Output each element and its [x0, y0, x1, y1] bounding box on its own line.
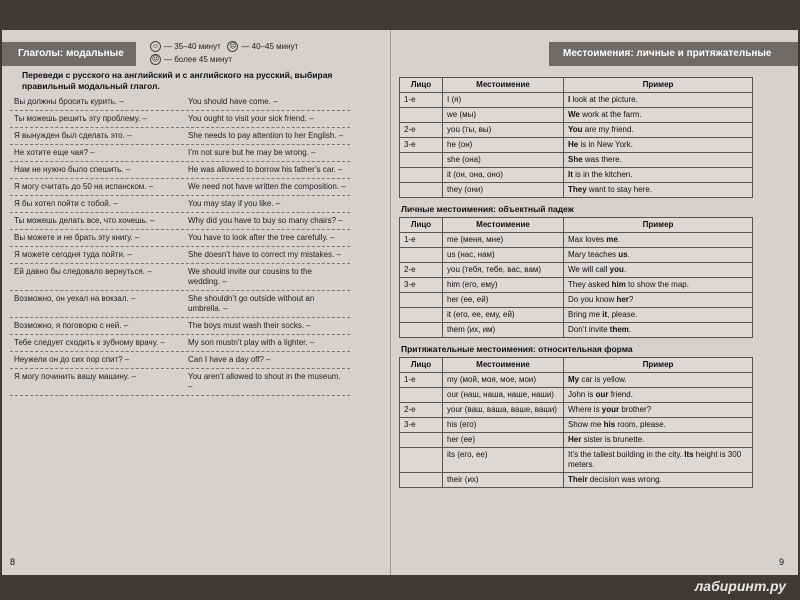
example-text: It’s the tallest building in the city. — [568, 450, 685, 459]
person-cell: 1-е — [400, 233, 443, 248]
example-pronoun: his — [603, 420, 616, 429]
exercise-english: The boys must wash their socks. – — [188, 321, 311, 330]
pronoun-cell: it (он, она, оно) — [443, 168, 564, 183]
left-page — [2, 30, 391, 575]
example-pronoun: our — [595, 390, 609, 399]
person-cell: 2-е — [400, 403, 443, 418]
table-row — [400, 248, 753, 263]
person-cell: 2-е — [400, 123, 443, 138]
page-number: 9 — [778, 557, 784, 567]
exercise-row — [10, 213, 350, 230]
table-row — [400, 233, 753, 248]
sad-face-icon: ☹ — [151, 56, 160, 64]
example-text: . — [627, 250, 630, 259]
book-spread — [2, 30, 798, 575]
exercise-english: You have to look after the tree carefully. – — [188, 233, 335, 242]
exercise-russian: Ты можешь решить эту проблему. – — [14, 114, 147, 123]
table-row — [400, 168, 753, 183]
example-text: are my friend. — [582, 125, 634, 134]
example-pronoun: It — [568, 170, 573, 179]
person-cell: 3-е — [400, 138, 443, 153]
example-pronoun: I — [568, 95, 571, 104]
table-header-row — [400, 218, 753, 233]
exercise-russian: Я можете сегодня туда пойти. – — [14, 250, 132, 259]
example-pronoun: We — [568, 110, 580, 119]
example-text: car is yellow. — [579, 375, 627, 384]
example-text: John is — [568, 390, 596, 399]
example-text: . — [623, 265, 627, 274]
example-cell — [564, 168, 753, 183]
table-row — [400, 93, 753, 108]
column-header: Лицо — [400, 78, 443, 93]
exercise-english: We need not have written the composition. – — [188, 182, 346, 191]
table-title: Личные местоимения: объектный падеж — [401, 204, 574, 214]
table-header-row — [400, 358, 753, 373]
column-header: Лицо — [400, 218, 443, 233]
example-text: is in New York. — [578, 140, 633, 149]
column-header: Лицо — [400, 358, 443, 373]
table-row — [400, 323, 753, 338]
exercise-english: My son mustn’t play with a lighter. – — [188, 338, 315, 347]
person-cell: 2-е — [400, 263, 443, 278]
table-row — [400, 293, 753, 308]
pronoun-cell: its (его, ее) — [443, 448, 564, 473]
exercise-russian: Ей давно бы следовало вернуться. – — [14, 267, 152, 276]
exercise-english: She needs to pay attention to her English. – — [188, 131, 344, 140]
table-row — [400, 473, 753, 488]
example-cell — [564, 138, 753, 153]
pronoun-cell: their (их) — [443, 473, 564, 488]
table-row — [400, 278, 753, 293]
example-pronoun: you — [609, 265, 624, 274]
example-text: . — [617, 235, 621, 244]
table-title: Притяжательные местоимения: относительная форма — [401, 344, 633, 354]
exercise-english: Can I have a day off? – — [188, 355, 271, 364]
pronoun-cell: she (она) — [443, 153, 564, 168]
page-number: 8 — [10, 557, 16, 567]
pronoun-cell: them (их, им) — [443, 323, 564, 338]
example-text: height is 300 meters. — [568, 450, 742, 469]
table-row — [400, 433, 753, 448]
legend-item — [150, 40, 298, 53]
exercise-english: You should have come. – — [188, 97, 278, 106]
exercise-row — [10, 335, 350, 352]
pronoun-table — [399, 357, 753, 488]
example-text: look at the picture. — [570, 95, 638, 104]
example-text: friend. — [608, 390, 633, 399]
example-cell — [564, 93, 753, 108]
exercise-row — [10, 318, 350, 335]
exercise-russian: Не хотите еще чая? – — [14, 148, 95, 157]
example-text: Max loves — [568, 235, 607, 244]
column-header: Местоимение — [443, 218, 564, 233]
table-row — [400, 263, 753, 278]
exercise-english: She shouldn’t go outside without an umbrella. – — [188, 294, 315, 313]
example-pronoun: Her — [568, 435, 582, 444]
example-cell — [564, 433, 753, 448]
exercise-russian: Ты можешь делать все, что хочешь. – — [14, 216, 155, 225]
example-text: ? — [628, 295, 634, 304]
example-pronoun: Its — [684, 450, 694, 459]
exercise-english: I’m not sure but he may be wrong. – — [188, 148, 316, 157]
exercise-instruction: Переведи с русского на английский и с английского на русский, выбирая правильный модальный глагол. — [22, 70, 333, 91]
exercise-russian: Я бы хотел пойти с тобой. – — [14, 199, 118, 208]
column-header: Пример — [564, 358, 753, 373]
person-cell — [400, 153, 443, 168]
pronoun-cell: you (тебя, тебе, вас, вам) — [443, 263, 564, 278]
example-text: brother? — [619, 405, 652, 414]
exercise-english: You may stay if you like. – — [188, 199, 281, 208]
example-cell — [564, 183, 753, 198]
person-cell: 3-е — [400, 278, 443, 293]
person-cell — [400, 248, 443, 263]
example-pronoun: her — [616, 295, 629, 304]
pronoun-cell: it (его, ее, ему, ей) — [443, 308, 564, 323]
example-text: Mary teaches — [568, 250, 619, 259]
example-pronoun: me — [606, 235, 618, 244]
pronoun-cell: her (ее, ей) — [443, 293, 564, 308]
pronoun-cell: him (его, ему) — [443, 278, 564, 293]
example-text: is in the kitchen. — [572, 170, 633, 179]
example-pronoun: She — [568, 155, 583, 164]
example-text: Bring me — [568, 310, 603, 319]
smile-icon: ☺ — [151, 43, 160, 51]
example-text: Where is — [568, 405, 602, 414]
watermark-logo: лабиринт.ру — [694, 578, 786, 594]
example-cell — [564, 278, 753, 293]
example-cell — [564, 263, 753, 278]
exercise-row — [10, 230, 350, 247]
example-pronoun: them — [609, 325, 629, 334]
example-text: sister is brunette. — [581, 435, 645, 444]
pronoun-table — [399, 77, 753, 198]
column-header: Пример — [564, 218, 753, 233]
exercise-row — [10, 94, 350, 111]
table-row — [400, 373, 753, 388]
person-cell — [400, 448, 443, 473]
legend-item — [150, 53, 298, 66]
table-row — [400, 448, 753, 473]
right-page-header: Местоимения: личные и притяжательные — [549, 42, 798, 66]
column-header: Местоимение — [443, 358, 564, 373]
example-cell — [564, 308, 753, 323]
pronoun-cell: his (его) — [443, 418, 564, 433]
pronoun-cell: our (наш, наша, наше, наши) — [443, 388, 564, 403]
example-text: work at the farm. — [579, 110, 642, 119]
person-cell — [400, 108, 443, 123]
example-text: . — [628, 325, 632, 334]
pronoun-cell: they (они) — [443, 183, 564, 198]
exercise-english: We should invite our cousins to the wedding. – — [188, 267, 312, 286]
pronoun-cell: I (я) — [443, 93, 564, 108]
person-cell: 1-е — [400, 93, 443, 108]
exercise-row — [10, 291, 350, 318]
example-text: , please. — [607, 310, 638, 319]
example-cell — [564, 388, 753, 403]
example-text: They asked — [568, 280, 612, 289]
exercise-russian: Я могу починить вашу машину. – — [14, 372, 136, 381]
example-cell — [564, 373, 753, 388]
exercise-russian: Нам не нужно было спешить. – — [14, 165, 131, 174]
exercise-row — [10, 179, 350, 196]
pronoun-table — [399, 217, 753, 338]
exercise-russian: Тебе следует сходить к зубному врачу. – — [14, 338, 165, 347]
example-pronoun: They — [568, 185, 587, 194]
example-cell — [564, 293, 753, 308]
exercise-russian: Я могу считать до 50 на испанском. – — [14, 182, 154, 191]
pronoun-tables — [399, 75, 753, 488]
example-pronoun: You — [568, 125, 583, 134]
person-cell — [400, 168, 443, 183]
exercise-row — [10, 111, 350, 128]
person-cell: 1-е — [400, 373, 443, 388]
example-text: decision was wrong. — [587, 475, 662, 484]
exercise-list — [10, 94, 350, 396]
example-pronoun: your — [601, 405, 620, 414]
exercise-russian: Возможно, я поговорю с ней. – — [14, 321, 129, 330]
pronoun-cell: us (нас, нам) — [443, 248, 564, 263]
exercise-row — [10, 128, 350, 145]
example-text: room, please. — [615, 420, 666, 429]
person-cell: 3-е — [400, 418, 443, 433]
table-row — [400, 403, 753, 418]
table-row — [400, 123, 753, 138]
example-cell — [564, 473, 753, 488]
example-text: Do you know — [568, 295, 617, 304]
person-cell — [400, 323, 443, 338]
table-row — [400, 418, 753, 433]
exercise-english: She doesn’t have to correct my mistakes. – — [188, 250, 341, 259]
pronoun-cell: he (он) — [443, 138, 564, 153]
example-pronoun: My — [568, 375, 580, 384]
example-cell — [564, 403, 753, 418]
exercise-english: Why did you have to buy so many chairs? – — [188, 216, 343, 225]
table-header-row — [400, 78, 753, 93]
example-pronoun: us — [618, 250, 628, 259]
exercise-row — [10, 162, 350, 179]
exercise-english: You aren’t allowed to shout in the museum. – — [188, 372, 341, 391]
column-header: Местоимение — [443, 78, 564, 93]
example-text: We will call — [568, 265, 610, 274]
legend-text: — 40–45 минут — [241, 42, 299, 51]
exercise-row — [10, 352, 350, 369]
pronoun-cell: your (ваш, ваша, ваше, ваши) — [443, 403, 564, 418]
example-text: Don’t invite — [568, 325, 610, 334]
example-text: to show the map. — [625, 280, 689, 289]
person-cell — [400, 293, 443, 308]
example-pronoun: He — [568, 140, 579, 149]
example-cell — [564, 123, 753, 138]
exercise-russian: Я вынужден был сделать это. – — [14, 131, 132, 140]
exercise-row — [10, 264, 350, 291]
example-pronoun: Their — [568, 475, 588, 484]
time-legend — [150, 40, 298, 66]
example-cell — [564, 323, 753, 338]
example-pronoun: it — [602, 310, 608, 319]
pronoun-cell: her (ее) — [443, 433, 564, 448]
exercise-row — [10, 369, 350, 396]
pronoun-cell: my (мой, моя, мое, мои) — [443, 373, 564, 388]
pronoun-cell: you (ты, вы) — [443, 123, 564, 138]
example-text: want to stay here. — [586, 185, 653, 194]
example-text: was there. — [582, 155, 622, 164]
example-cell — [564, 233, 753, 248]
exercise-row — [10, 196, 350, 213]
exercise-russian: Вы можете и не брать эту книгу. – — [14, 233, 140, 242]
person-cell — [400, 433, 443, 448]
exercise-russian: Вы должны бросить курить. – — [14, 97, 124, 106]
example-cell — [564, 418, 753, 433]
exercise-row — [10, 145, 350, 162]
right-page — [391, 30, 798, 575]
neutral-face-icon: ☹ — [229, 43, 237, 51]
legend-text: — 35–40 минут — [164, 42, 221, 51]
exercise-english: He was allowed to borrow his father’s car. – — [188, 165, 343, 174]
table-row — [400, 308, 753, 323]
person-cell — [400, 308, 443, 323]
pronoun-cell: we (мы) — [443, 108, 564, 123]
example-cell — [564, 108, 753, 123]
person-cell — [400, 183, 443, 198]
person-cell — [400, 473, 443, 488]
example-text: Show me — [568, 420, 604, 429]
exercise-russian: Неужели он до сих пор спит? – — [14, 355, 130, 364]
person-cell — [400, 388, 443, 403]
table-row — [400, 153, 753, 168]
table-row — [400, 183, 753, 198]
table-row — [400, 388, 753, 403]
left-page-header: Глаголы: модальные — [2, 42, 136, 66]
exercise-english: You ought to visit your sick friend. – — [188, 114, 314, 123]
example-pronoun: him — [611, 280, 626, 289]
exercise-row — [10, 247, 350, 264]
table-row — [400, 108, 753, 123]
legend-text: — более 45 минут — [164, 55, 233, 64]
example-cell — [564, 153, 753, 168]
example-cell — [564, 448, 753, 473]
example-cell — [564, 248, 753, 263]
exercise-russian: Возможно, он уехал на вокзал. – — [14, 294, 136, 303]
pronoun-cell: me (меня, мне) — [443, 233, 564, 248]
table-row — [400, 138, 753, 153]
column-header: Пример — [564, 78, 753, 93]
